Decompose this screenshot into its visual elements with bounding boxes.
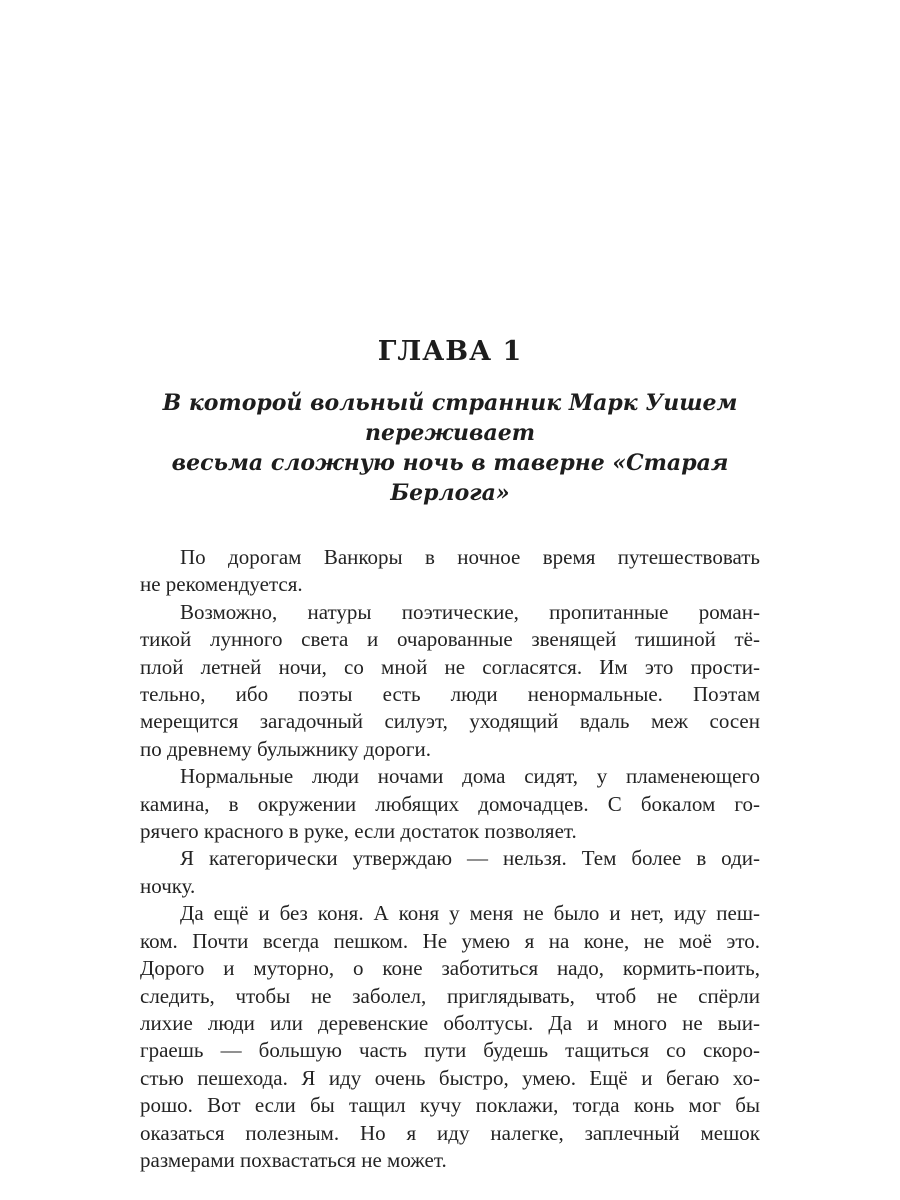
body-line: рошо. Вот если бы тащил кучу поклажи, тогда конь мог бы: [140, 1093, 760, 1118]
paragraph: [140, 763, 760, 845]
body-line: размерами похвастаться не может.: [140, 1147, 447, 1172]
body-line: Возможно, натуры поэтические, пропитанные роман-: [180, 599, 760, 624]
body-line: не рекомендуется.: [140, 572, 303, 597]
body-line: По дорогам Ванкоры в ночное время путешествовать: [180, 545, 760, 569]
chapter-subtitle: [120, 388, 780, 508]
chapter-subtitle-line: весьма сложную ночь в таверне «Старая Берлога»: [171, 450, 729, 506]
body-line: Да ещё и без коня. А коня у меня не было и нет, иду пеш-: [180, 901, 760, 926]
body-line: ночку.: [140, 873, 196, 898]
body-line: Я категорически утверждаю — нельзя. Тем более в оди-: [180, 846, 760, 871]
paragraph: [140, 845, 760, 900]
body-line: ком. Почти всегда пешком. Не умею я на коне, не моё это.: [140, 928, 760, 953]
body-line: мерещится загадочный силуэт, уходящий вдаль меж сосен: [140, 709, 760, 734]
paragraph: [140, 900, 760, 1174]
body-line: граешь — большую часть пути будешь тащиться со скоро-: [140, 1038, 760, 1063]
body-line: оказаться полезным. Но я иду налегке, заплечный мешок: [140, 1120, 760, 1145]
body-line: рячего красного в руке, если достаток позволяет.: [140, 819, 577, 844]
body-line: лихие люди или деревенские оболтусы. Да и много не выи-: [140, 1010, 760, 1035]
body-line: Дорого и муторно, о коне заботиться надо, кормить-поить,: [140, 956, 760, 981]
body-line: тельно, ибо поэты есть люди ненормальные. Поэтам: [140, 682, 760, 707]
chapter-subtitle-line: В которой вольный странник Марк Уишем переживает: [162, 390, 738, 446]
body-text: [140, 544, 760, 1174]
body-line: стью пешехода. Я иду очень быстро, умею. Ещё и бегаю хо-: [140, 1065, 760, 1090]
body-line: плой летней ночи, со мной не согласятся. Им это прости-: [140, 654, 760, 679]
paragraph: [140, 599, 760, 763]
body-line: следить, чтобы не заболел, приглядывать, чтоб не спёрли: [140, 983, 760, 1008]
body-line: камина, в окружении любящих домочадцев. С бокалом го-: [140, 791, 760, 816]
chapter-title: ГЛАВА 1: [377, 336, 523, 367]
body-line: тикой лунного света и очарованные звенящей тишиной тё-: [140, 627, 760, 652]
paragraph: [140, 544, 760, 599]
body-line: Нормальные люди ночами дома сидят, у пламенеющего: [180, 764, 760, 789]
body-line: по древнему булыжнику дороги.: [140, 736, 431, 761]
